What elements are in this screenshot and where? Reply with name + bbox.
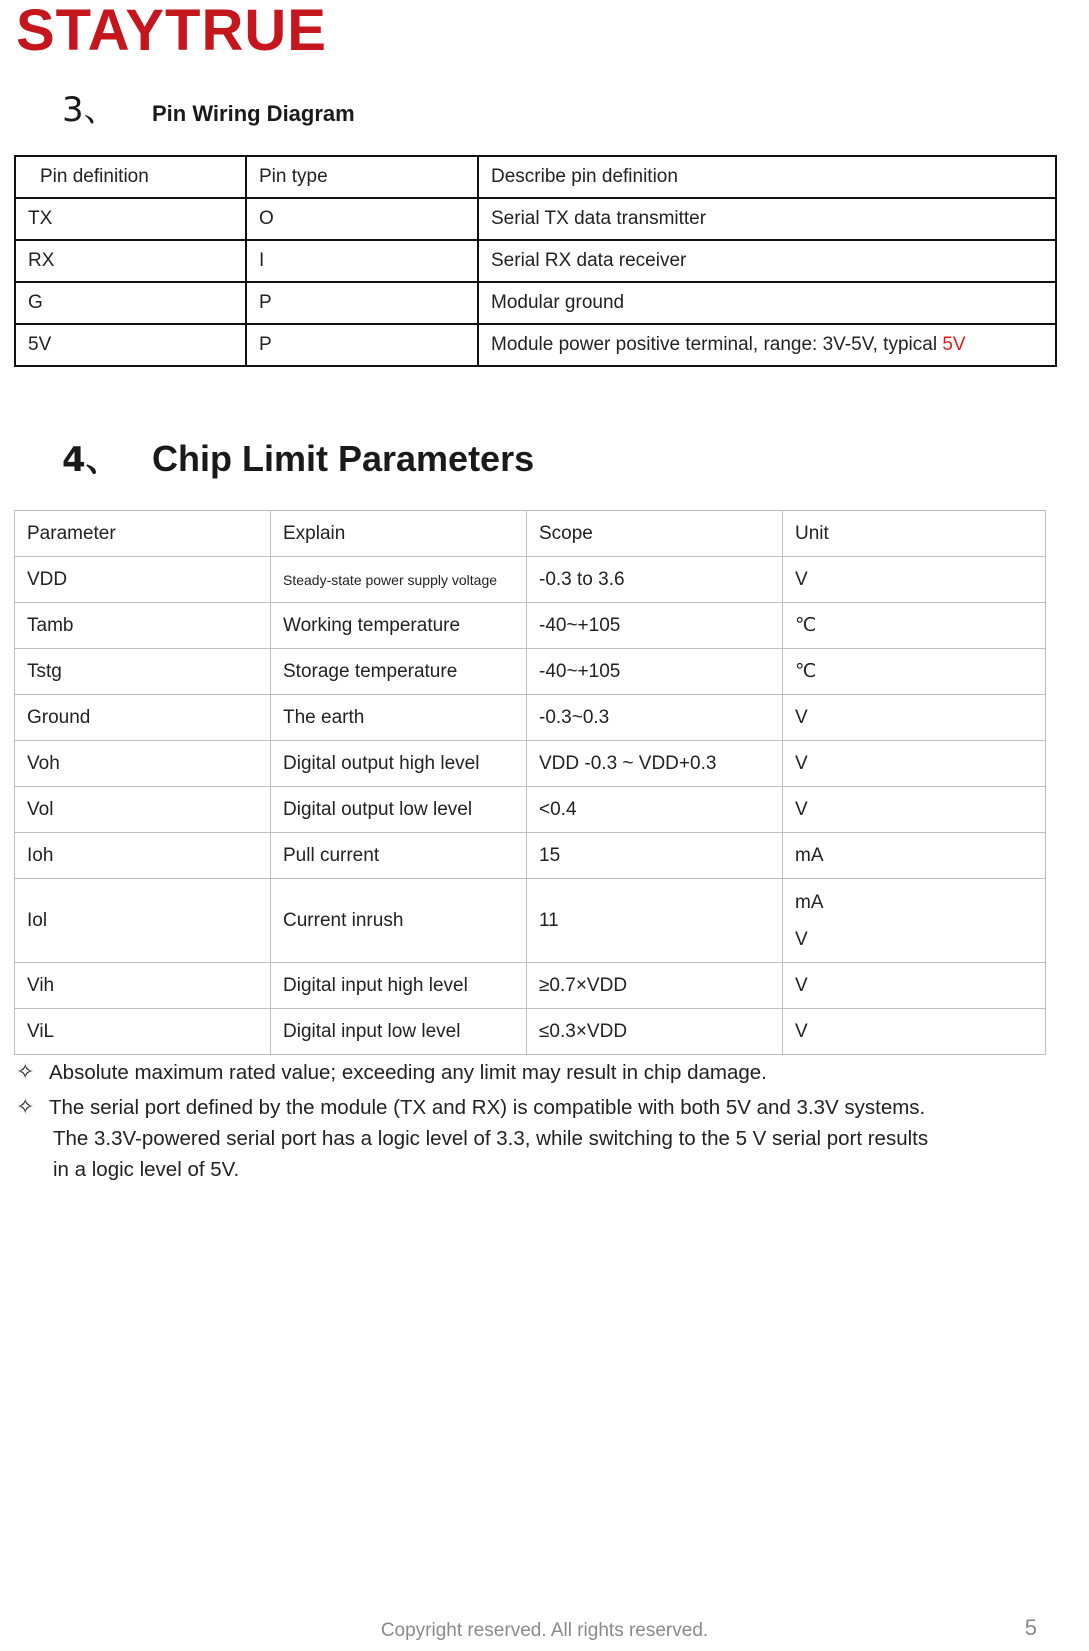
table-header-row: [15, 156, 1056, 198]
param-cell: Ioh: [15, 833, 271, 879]
pin-type-cell: O: [246, 198, 478, 240]
header-cell: Explain: [271, 511, 527, 557]
highlight-text: 5V: [942, 334, 966, 355]
note-text: Absolute maximum rated value; exceeding any limit may result in chip damage.: [49, 1061, 767, 1084]
pin-cell: G: [15, 282, 246, 324]
explain-cell: Digital input high level: [271, 963, 527, 1009]
unit-cell: V: [783, 557, 1046, 603]
table-header-row: [15, 511, 1046, 557]
explain-cell: Steady-state power supply voltage: [271, 557, 527, 603]
param-cell: Ground: [15, 695, 271, 741]
four-point-star-icon: ✧: [16, 1060, 35, 1085]
table-row: [15, 324, 1056, 366]
pin-type-cell: P: [246, 324, 478, 366]
table-row: [15, 695, 1046, 741]
header-cell: Parameter: [15, 511, 271, 557]
chip-limit-table: [14, 510, 1046, 1055]
header-cell: Unit: [783, 511, 1046, 557]
list-item: [16, 1057, 1046, 1088]
scope-cell: VDD -0.3 ~ VDD+0.3: [527, 741, 783, 787]
unit-line: V: [795, 928, 808, 950]
table-row: [15, 833, 1046, 879]
pin-desc-cell: [478, 324, 1056, 366]
unit-cell: [783, 879, 1046, 963]
param-cell: Iol: [15, 879, 271, 963]
unit-cell: ℃: [783, 649, 1046, 695]
section-title: Chip Limit Parameters: [152, 438, 535, 479]
table-row: [15, 649, 1046, 695]
section-number: 3、: [62, 90, 118, 130]
explain-cell: Current inrush: [271, 879, 527, 963]
param-cell: Vol: [15, 787, 271, 833]
table-row: [15, 741, 1046, 787]
explain-cell: Storage temperature: [271, 649, 527, 695]
scope-cell: -40~+105: [527, 603, 783, 649]
pin-type-cell: P: [246, 282, 478, 324]
unit-cell: ℃: [783, 603, 1046, 649]
scope-cell: -40~+105: [527, 649, 783, 695]
scope-cell: 11: [527, 879, 783, 963]
scope-cell: <0.4: [527, 787, 783, 833]
notes-list: [16, 1057, 1046, 1189]
param-cell: Voh: [15, 741, 271, 787]
table-row: [15, 282, 1056, 324]
param-cell: Tamb: [15, 603, 271, 649]
footer-copyright: Copyright reserved. All rights reserved.: [380, 1620, 709, 1641]
list-item: [16, 1092, 1046, 1185]
explain-cell: The earth: [271, 695, 527, 741]
explain-cell: Digital input low level: [271, 1009, 527, 1055]
pin-type-cell: I: [246, 240, 478, 282]
unit-cell: V: [783, 741, 1046, 787]
unit-line: mA: [795, 891, 824, 913]
param-cell: VDD: [15, 557, 271, 603]
table-row: [15, 603, 1046, 649]
section-title: Pin Wiring Diagram: [152, 101, 355, 126]
unit-cell: V: [783, 963, 1046, 1009]
table-row: [15, 787, 1046, 833]
scope-cell: 15: [527, 833, 783, 879]
pin-cell: RX: [15, 240, 246, 282]
section-heading-chip-limits: [62, 432, 534, 481]
scope-cell: -0.3 to 3.6: [527, 557, 783, 603]
explain-cell: Working temperature: [271, 603, 527, 649]
table-row: [15, 879, 1046, 963]
unit-cell: mA: [783, 833, 1046, 879]
header-cell: Describe pin definition: [478, 156, 1056, 198]
section-heading-pin-wiring: [62, 82, 355, 131]
four-point-star-icon: ✧: [16, 1095, 35, 1120]
brand-logo: STAYTRUE: [16, 0, 327, 63]
scope-cell: -0.3~0.3: [527, 695, 783, 741]
pin-wiring-table: [14, 155, 1057, 367]
pin-cell: 5V: [15, 324, 246, 366]
header-cell: Scope: [527, 511, 783, 557]
explain-cell: Pull current: [271, 833, 527, 879]
explain-cell: Digital output high level: [271, 741, 527, 787]
pin-desc-cell: Modular ground: [478, 282, 1056, 324]
unit-cell: V: [783, 1009, 1046, 1055]
pin-cell: TX: [15, 198, 246, 240]
param-cell: ViL: [15, 1009, 271, 1055]
table-row: [15, 198, 1056, 240]
header-cell: Pin definition: [15, 156, 246, 198]
table-row: [15, 1009, 1046, 1055]
explain-cell: Digital output low level: [271, 787, 527, 833]
scope-cell: ≥0.7×VDD: [527, 963, 783, 1009]
note-text: The serial port defined by the module (TX and RX) is compatible with both 5V and 3.3V systems. The 3.3V-powered serial port has a logic level of 3.3, while switching to the 5 V serial port results in a logic level of 5V.: [49, 1096, 929, 1181]
param-cell: Tstg: [15, 649, 271, 695]
scope-cell: ≤0.3×VDD: [527, 1009, 783, 1055]
unit-cell: V: [783, 787, 1046, 833]
desc-text: Module power positive terminal, range: 3V-5V, typical: [491, 334, 943, 355]
section-number: 4、: [62, 440, 120, 480]
pin-desc-cell: Serial TX data transmitter: [478, 198, 1056, 240]
pin-desc-cell: Serial RX data receiver: [478, 240, 1056, 282]
page-number: 5: [1024, 1615, 1037, 1640]
header-cell: Pin type: [246, 156, 478, 198]
table-row: [15, 557, 1046, 603]
param-cell: Vih: [15, 963, 271, 1009]
table-row: [15, 240, 1056, 282]
unit-cell: V: [783, 695, 1046, 741]
table-row: [15, 963, 1046, 1009]
